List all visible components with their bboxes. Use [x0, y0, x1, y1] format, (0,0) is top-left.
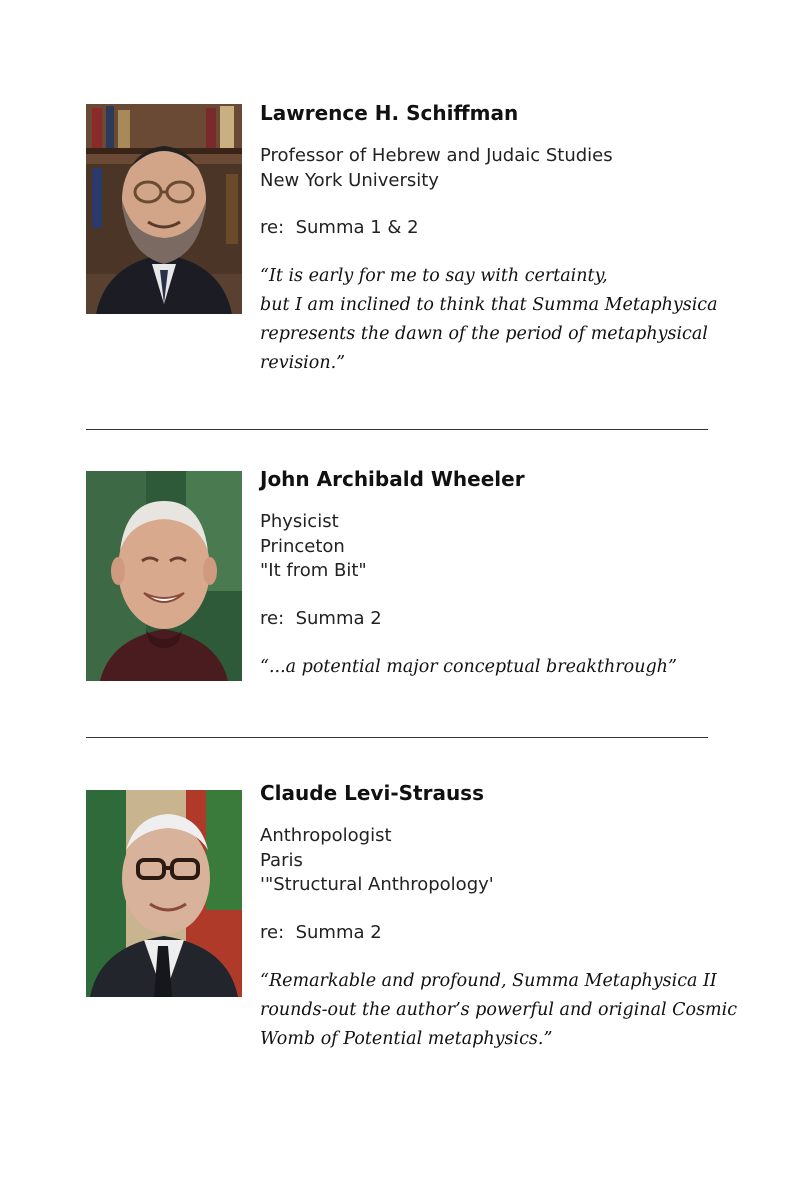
person-name: Claude Levi-Strauss — [260, 781, 484, 805]
portrait-photo — [86, 471, 242, 681]
testimonial-quote: “...a potential major conceptual breakthrough” — [260, 656, 677, 677]
portrait-image — [86, 471, 242, 681]
reference-label: re: Summa 2 — [260, 921, 382, 943]
portrait-photo — [86, 790, 242, 997]
person-title: Professor of Hebrew and Judaic Studies — [260, 145, 613, 166]
testimonial-quote: “Remarkable and profound, Summa Metaphysica II rounds-out the author’s powerful and original Cosmic Womb of Potential metaphysics.” — [260, 970, 738, 1049]
section-divider — [86, 429, 708, 430]
section-divider — [86, 737, 708, 738]
portrait-photo — [86, 104, 242, 314]
portrait-image — [86, 790, 242, 997]
reference-label: re: Summa 2 — [260, 607, 382, 629]
testimonial-text — [260, 466, 740, 682]
portrait-image — [86, 104, 242, 314]
person-affiliation: New York University — [260, 169, 439, 191]
testimonial-quote: “It is early for me to say with certainty, but I am inclined to think that Summa Metaphysica represents the dawn of the period of metaphysical revision.” — [260, 266, 718, 373]
person-title: Physicist — [260, 511, 339, 532]
testimonial-text — [260, 780, 740, 1054]
person-known-for: '"Structural Anthropology' — [260, 874, 494, 895]
person-affiliation: Princeton — [260, 535, 345, 557]
person-title: Anthropologist — [260, 825, 392, 846]
person-known-for: "It from Bit" — [260, 560, 367, 581]
testimonial-text — [260, 100, 740, 378]
person-name: John Archibald Wheeler — [260, 467, 525, 491]
person-name: Lawrence H. Schiffman — [260, 101, 519, 125]
person-affiliation: Paris — [260, 849, 303, 871]
reference-label: re: Summa 1 & 2 — [260, 217, 419, 238]
